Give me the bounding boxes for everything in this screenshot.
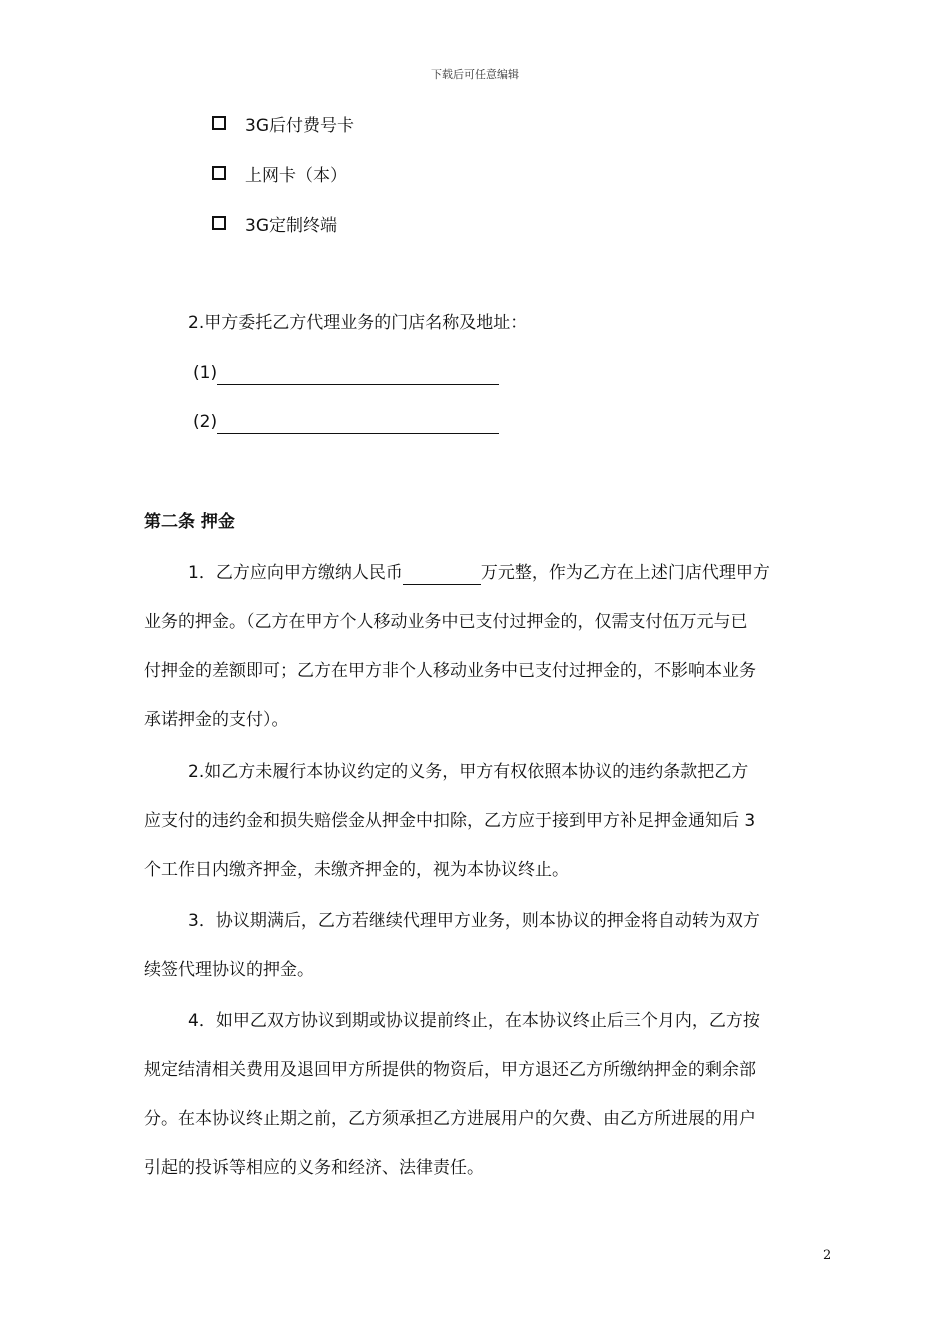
- paragraph-1-line: [188, 561, 770, 585]
- checkbox-icon[interactable]: [212, 116, 226, 130]
- paragraph-4-line: 分。在本协议终止期之前，乙方须承担乙方进展用户的欠费、由乙方所进展的用户: [144, 1109, 756, 1129]
- checkbox-icon[interactable]: [212, 166, 226, 180]
- checkbox-icon[interactable]: [212, 216, 226, 230]
- checklist-label: 上网卡（本）: [245, 165, 347, 186]
- store-entry-number: (2): [193, 412, 218, 432]
- paragraph-text: 1．乙方应向甲方缴纳人民币: [188, 563, 403, 583]
- paragraph-3-line: 续签代理协议的押金。: [144, 960, 314, 980]
- store-entry: [193, 410, 499, 434]
- store-entry: [193, 361, 499, 385]
- section-title: 第二条 押金: [144, 512, 235, 532]
- page-header: 下载后可任意编辑: [431, 68, 519, 81]
- checklist-label: 3G定制终端: [245, 215, 337, 236]
- checklist-item: [212, 111, 354, 135]
- store-name-blank[interactable]: [217, 415, 499, 434]
- store-entry-number: (1): [193, 363, 218, 383]
- checklist-item: [212, 211, 337, 235]
- checklist-label: 3G后付费号卡: [245, 115, 354, 136]
- store-list-title: 2.甲方委托乙方代理业务的门店名称及地址：: [188, 313, 528, 333]
- store-name-blank[interactable]: [217, 366, 499, 385]
- paragraph-2-line: 个工作日内缴齐押金，未缴齐押金的，视为本协议终止。: [144, 860, 569, 880]
- paragraph-text: 万元整，作为乙方在上述门店代理甲方: [480, 563, 770, 583]
- page-number: 2: [823, 1248, 832, 1263]
- paragraph-1-line: 承诺押金的支付）。: [144, 710, 289, 730]
- deposit-amount-blank[interactable]: [403, 566, 481, 585]
- paragraph-4-line: 规定结清相关费用及退回甲方所提供的物资后，甲方退还乙方所缴纳押金的剩余部: [144, 1060, 756, 1080]
- paragraph-1-line: 业务的押金。（乙方在甲方个人移动业务中已支付过押金的，仅需支付伍万元与已: [144, 612, 748, 632]
- paragraph-4-line: 引起的投诉等相应的义务和经济、法律责任。: [144, 1158, 484, 1178]
- checklist-item: [212, 161, 347, 185]
- paragraph-3-line: 3．协议期满后，乙方若继续代理甲方业务，则本协议的押金将自动转为双方: [188, 911, 760, 931]
- paragraph-2-line: 应支付的违约金和损失赔偿金从押金中扣除，乙方应于接到甲方补足押金通知后 3: [144, 811, 756, 831]
- paragraph-4-line: 4．如甲乙双方协议到期或协议提前终止，在本协议终止后三个月内，乙方按: [188, 1011, 760, 1031]
- paragraph-2-line: 2.如乙方未履行本协议约定的义务，甲方有权依照本协议的违约条款把乙方: [188, 762, 749, 782]
- paragraph-1-line: 付押金的差额即可；乙方在甲方非个人移动业务中已支付过押金的，不影响本业务: [144, 661, 756, 681]
